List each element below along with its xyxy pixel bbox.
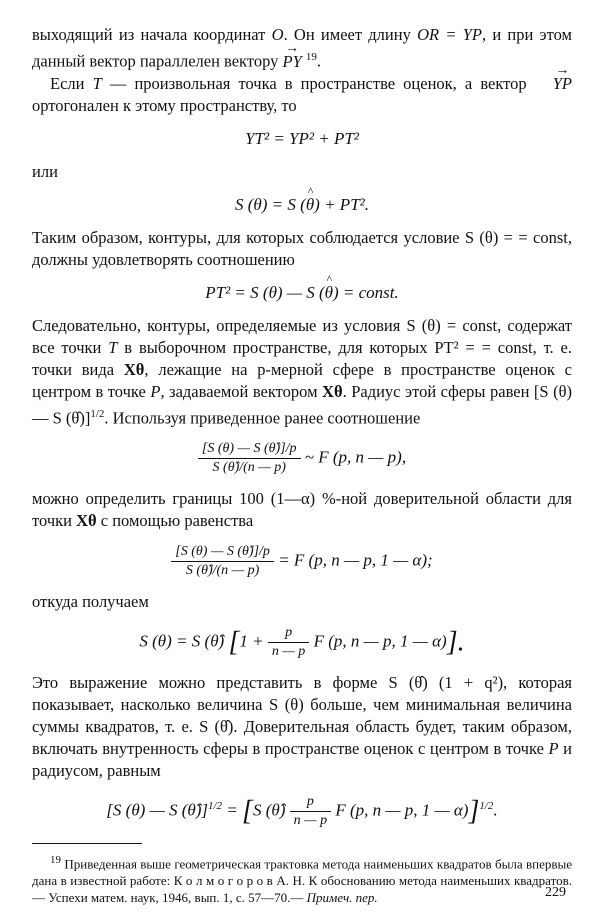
eq-part: = (222, 800, 243, 820)
equation-2 (32, 195, 572, 215)
bold-symbol: Xθ (76, 511, 97, 530)
equation-5 (32, 544, 572, 579)
numerator: p (290, 794, 331, 812)
page-number: 229 (545, 885, 566, 900)
text: и радиусом, равным (32, 739, 572, 780)
bracket: [ (228, 626, 240, 658)
exponent: 1/2 (208, 799, 223, 812)
numerator: p (268, 625, 309, 643)
theta-hat: ^ θ (325, 283, 333, 303)
text: . Он имеет длину (283, 25, 418, 44)
text: К обоснованию метода наименьших квадратов.— Успехи матем. наук, 1946, вып. 1, с. 57—70.— (32, 873, 572, 906)
text: . Используя приведенное ранее соотношение (104, 408, 421, 427)
point-label: P (150, 381, 161, 401)
eq-part: ) = const. (332, 282, 399, 302)
denominator: n — p (293, 813, 328, 828)
bracket: ] (468, 795, 480, 827)
eq-part: PT² = S (θ) — S ( (205, 282, 325, 302)
text: Приведенная выше геометрическая трактовка метода наименьших квадратов была впервые дана в известной работе: (32, 856, 572, 889)
inline-formula: OR = YP (417, 25, 482, 44)
eq-part: . (493, 800, 498, 820)
paragraph-3: Таким образом, контуры, для которых соблюдается условие S (θ) = = const, должны удовлетворять соотношению (32, 227, 572, 269)
eq-lhs: [S (θ) — S (θ̂)] (106, 800, 208, 820)
text: ортогонален к этому пространству, то (32, 95, 297, 115)
eq-part: ) + PT². (314, 194, 369, 214)
equation-7 (32, 794, 572, 829)
numerator: [S (θ) — S (θ̂)]/p (171, 544, 274, 562)
text: Если (50, 73, 93, 93)
text: , и при этом данный вектор параллелен вектору (32, 25, 572, 71)
author-spaced: К о л м о г о р о в А. Н. (173, 873, 306, 889)
vector-yp: → YP (535, 73, 572, 95)
fraction (268, 625, 309, 660)
footnote-divider (32, 843, 142, 844)
footnote-ref[interactable]: 19 (305, 51, 317, 63)
equation-1: YT² = YP² + PT² (245, 128, 359, 148)
text: . Радиус этой сферы равен [S (θ) — S (θ̂)] (32, 381, 572, 427)
eq-part: S (θ) = S ( (235, 194, 306, 214)
exponent: 1/2 (479, 799, 494, 812)
page-body (32, 24, 572, 906)
text: Это выражение можно представить в форме S (θ̂) (1 + q²), которая показывает, насколько величина S (θ) больше, чем минимальная величина суммы квадратов, т. е. S (θ̂). Доверительная область будет, таким образом, включать внутренность сферы в пространстве оценок с центром в точке (32, 673, 572, 758)
denominator: n — p (271, 644, 306, 659)
eq-rhs: F (p, n — p, 1 — α) (331, 800, 469, 820)
paragraph-1: выходящий из начала координат O. Он имеет длину OR = YP, и при этом данный вектор параллелен вектору → PY $^{19}$. (32, 24, 572, 73)
equation-6 (32, 625, 572, 660)
fraction (198, 441, 301, 476)
or-word: или (32, 161, 58, 181)
eq-rhs: F (p, n — p, 1 — α) (309, 631, 447, 651)
theta-hat: ^ θ (306, 195, 314, 215)
point-label: T (108, 337, 118, 357)
equation-4 (32, 441, 572, 476)
text: с помощью равенства (96, 511, 254, 530)
bold-symbol: Xθ (123, 359, 145, 379)
vector-py: → PY (283, 51, 302, 73)
point-label: O (271, 25, 284, 44)
eq-part: S (θ̂) (252, 800, 290, 820)
paragraph-6: откуда получаем (32, 592, 149, 611)
text: , задаваемой вектором (160, 381, 323, 401)
exponent: 1/2 (90, 407, 105, 420)
text: выходящий из начала координат (32, 25, 272, 44)
bracket: [ (242, 795, 253, 827)
translator-note: Примеч. пер. (306, 890, 378, 906)
paragraph-4 (32, 315, 572, 430)
bracket: ]. (446, 626, 465, 658)
point-label: T (92, 73, 102, 93)
equation-3 (32, 283, 572, 303)
footnote-number: 19 (50, 854, 61, 866)
eq-part: 1 + (239, 631, 268, 651)
denominator: S (θ̂)/(n — p) (212, 460, 286, 475)
footnote-19 (32, 852, 572, 906)
eq-rhs: ~ F (p, n — p), (304, 447, 407, 467)
paragraph-5 (32, 488, 572, 532)
eq-lhs: S (θ) = S (θ̂) (139, 631, 225, 651)
text: , лежащие на p-мерной сфере в пространстве оценок с центром в точке (32, 359, 572, 401)
text: — произвольная точка в пространстве оценок, а вектор (101, 73, 535, 93)
text: можно определить границы 100 (1—α) %-ной доверительной области для точки (32, 489, 572, 530)
paragraph-7 (32, 672, 572, 782)
fraction (290, 794, 331, 829)
bold-symbol: Xθ (322, 381, 343, 401)
eq-rhs: = F (p, n — p, 1 — α); (278, 550, 433, 570)
denominator: S (θ̂)/(n — p) (185, 563, 260, 578)
fraction (171, 544, 274, 579)
numerator: [S (θ) — S (θ̂)]/p (198, 441, 301, 459)
point-label: P (548, 739, 559, 758)
text: Следовательно, контуры, определяемые из условия S (θ) = const, содержат все точки (32, 315, 572, 357)
text: в выборочном пространстве, для которых PT² = = const, т. е. точки вида (32, 337, 572, 379)
paragraph-2 (32, 73, 572, 117)
